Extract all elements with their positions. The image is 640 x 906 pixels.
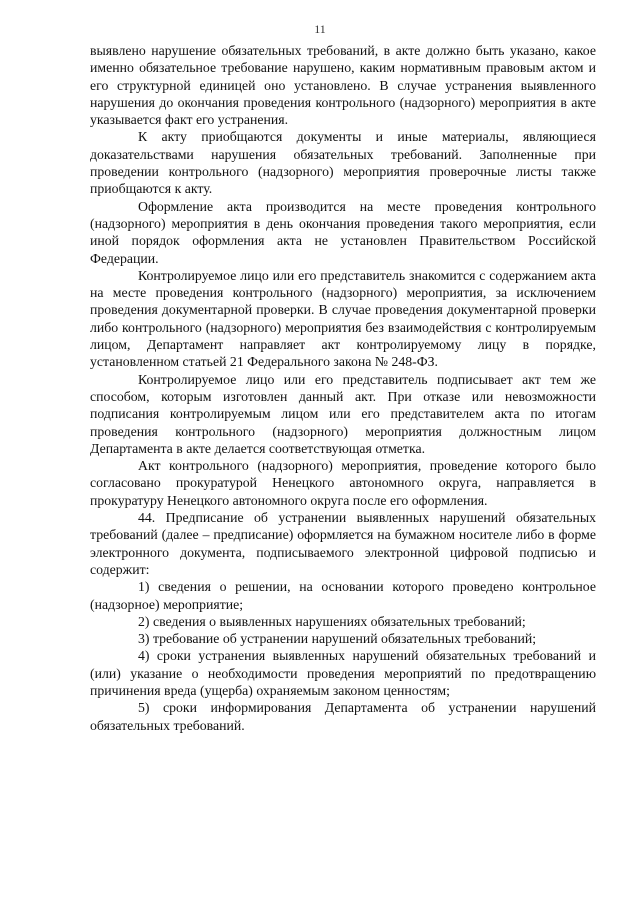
list-item: 5) сроки информирования Департамента об устранении нарушений обязательных требований. (90, 700, 596, 733)
paragraph: Акт контрольного (надзорного) мероприятия, проведение которого было согласовано прокуратурой Ненецкого автономного округа, направляется в прокуратуру Ненецкого автономного округа после его оформления. (90, 458, 596, 508)
paragraph: Контролируемое лицо или его представитель знакомится с содержанием акта на месте проведения контрольного (надзорного) мероприятия, за исключением проведения документарной проверки. В случае проведения документарной проверки либо контрольного (надзорного) мероприятия без взаимодействия с контролируемым лицом, Департамент направляет акт контролируемому лицу в порядке, установленном статьей 21 Федерального закона № 248-ФЗ. (90, 267, 596, 370)
paragraph: 44. Предписание об устранении выявленных нарушений обязательных требований (далее – предписание) оформляется на бумажном носителе либо в форме электронного документа, подписываемого электронной цифровой подписью и содержит: (90, 510, 596, 577)
body-text (90, 42, 596, 734)
list-item: 2) сведения о выявленных нарушениях обязательных требований; (138, 613, 526, 629)
list-item: 3) требование об устранении нарушений обязательных требований; (138, 631, 537, 647)
page-number: 11 (314, 22, 326, 36)
paragraph: К акту приобщаются документы и иные материалы, являющиеся доказательствами нарушения обязательных требований. Заполненные при проведении контрольного (надзорного) мероприятия проверочные листы также приобщаются к акту. (90, 129, 596, 197)
list-item: 4) сроки устранения выявленных нарушений обязательных требований и (или) указание о необходимости проведения мероприятий по предотвращению причинения вреда (ущерба) охраняемым законом ценностям; (90, 648, 596, 698)
paragraph: Оформление акта производится на месте проведения контрольного (надзорного) мероприятия в день окончания проведения такого мероприятия, если иной порядок оформления акта не установлен Правительством Российской Федерации. (90, 198, 596, 266)
list-item: 1) сведения о решении, на основании которого проведено контрольное (надзорное) мероприятие; (90, 579, 596, 612)
paragraph: выявлено нарушение обязательных требований, в акте должно быть указано, какое именно обязательное требование нарушено, каким нормативным правовым актом и его структурной единицей оно установлено. В случае устранения выявленного нарушения до окончания проведения контрольного (надзорного) мероприятия в акте указывается факт его устранения. (90, 43, 596, 128)
paragraph: Контролируемое лицо или его представитель подписывает акт тем же способом, которым изготовлен данный акт. При отказе или невозможности подписания контролируемым лицом или его представителем акта по итогам проведения контрольного (надзорного) мероприятия должностным лицом Департамента в акте делается соответствующая отметка. (90, 371, 596, 456)
